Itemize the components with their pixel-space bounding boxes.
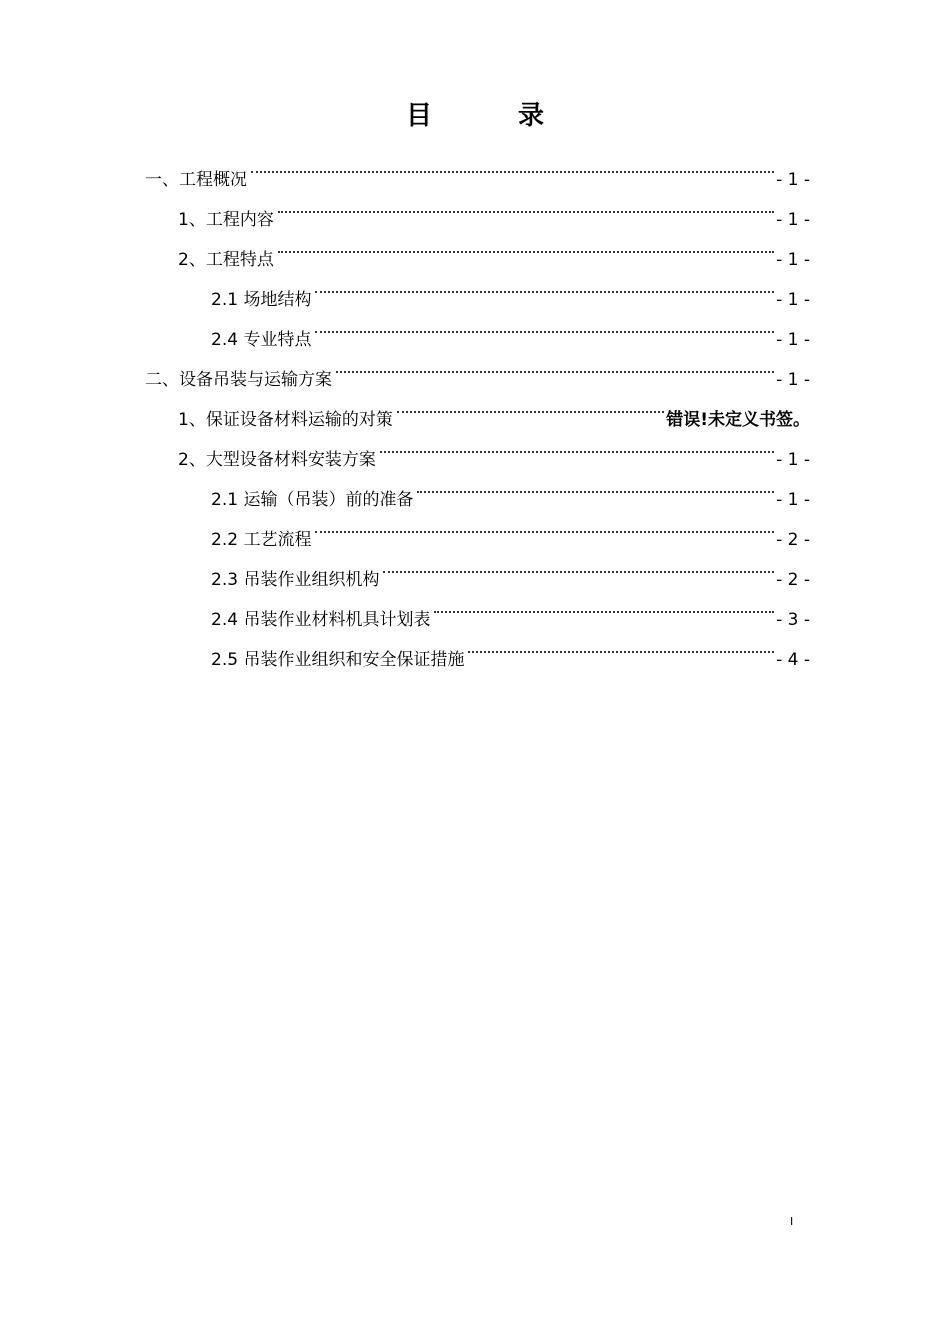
toc-dot-leader (251, 145, 774, 185)
toc-dot-leader (383, 545, 774, 585)
toc-dot-leader (336, 345, 774, 385)
toc-entry[interactable] (145, 145, 810, 190)
toc-entry-page: - 1 - (776, 170, 810, 190)
toc-entry-page: - 4 - (776, 650, 810, 670)
toc-dot-leader (315, 265, 774, 305)
toc-entry-label: 1、工程内容 (178, 210, 274, 230)
table-of-contents (145, 145, 810, 670)
toc-entry-page: - 1 - (776, 330, 810, 350)
toc-entry-label: 2、工程特点 (178, 250, 274, 270)
toc-entry-label: 一、工程概况 (145, 170, 247, 190)
toc-entry-label: 2.5 吊装作业组织和安全保证措施 (211, 650, 465, 670)
toc-entry-label: 2.1 场地结构 (211, 290, 312, 310)
toc-entry-page: - 2 - (776, 530, 810, 550)
toc-entry-label: 2.4 专业特点 (211, 330, 312, 350)
toc-entry-label: 2、大型设备材料安装方案 (178, 450, 376, 470)
toc-entry-label: 2.2 工艺流程 (211, 530, 312, 550)
toc-entry-page: - 1 - (776, 250, 810, 270)
toc-entry-page: - 1 - (776, 450, 810, 470)
toc-entry-label: 2.1 运输（吊装）前的准备 (211, 490, 414, 510)
toc-entry-page: - 1 - (776, 210, 810, 230)
toc-dot-leader (278, 185, 774, 225)
toc-title: 目 录 (405, 101, 574, 131)
toc-entry-page-error: 错误!未定义书签。 (666, 410, 810, 430)
toc-entry-page: - 1 - (776, 290, 810, 310)
toc-dot-leader (397, 385, 664, 425)
toc-dot-leader (315, 305, 774, 345)
toc-entry-page: - 2 - (776, 570, 810, 590)
toc-entry-label: 二、设备吊装与运输方案 (145, 370, 332, 390)
toc-dot-leader (278, 225, 774, 265)
toc-dot-leader (434, 585, 774, 625)
toc-dot-leader (380, 425, 774, 465)
toc-entry-label: 1、保证设备材料运输的对策 (178, 410, 393, 430)
toc-entry-page: - 1 - (776, 490, 810, 510)
footer-page-number: I (790, 1215, 794, 1228)
toc-dot-leader (417, 465, 774, 505)
toc-dot-leader (468, 625, 774, 665)
toc-entry-label: 2.4 吊装作业材料机具计划表 (211, 610, 431, 630)
toc-dot-leader (315, 505, 774, 545)
toc-entry-label: 2.3 吊装作业组织机构 (211, 570, 380, 590)
toc-entry-page: - 1 - (776, 370, 810, 390)
toc-entry-page: - 3 - (776, 610, 810, 630)
